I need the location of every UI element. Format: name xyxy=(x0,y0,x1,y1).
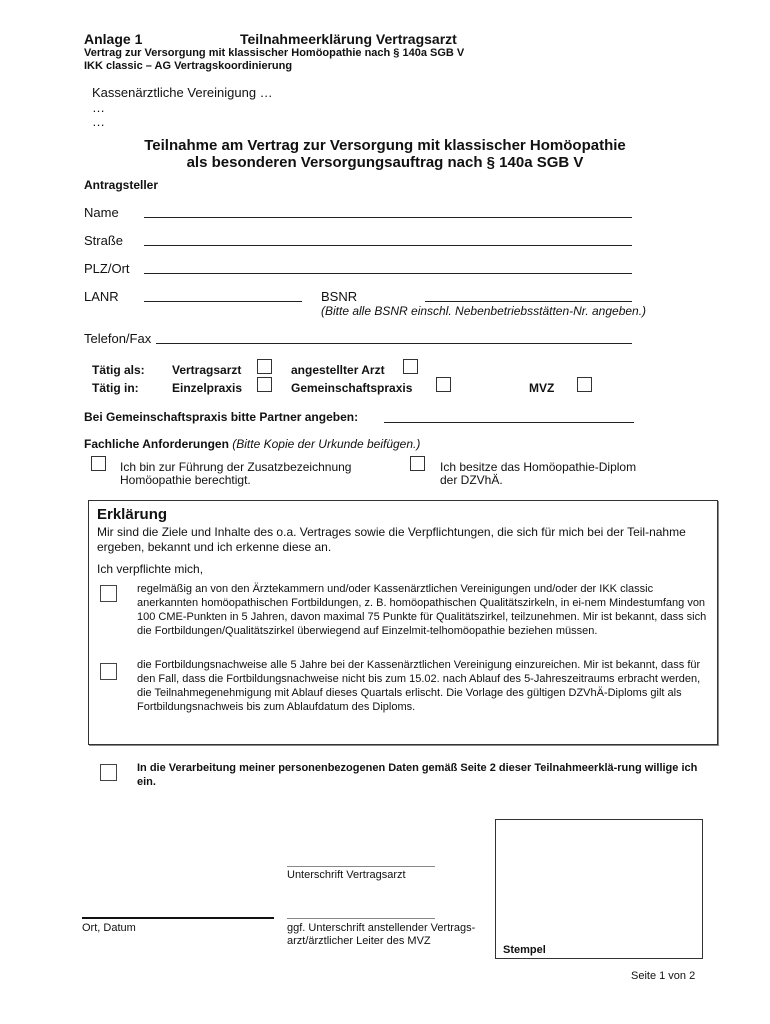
diploma-checkbox[interactable] xyxy=(410,456,425,471)
employer-signature-line[interactable] xyxy=(287,918,435,919)
requirements-heading-row xyxy=(84,437,420,451)
employed-doctor-label: angestellter Arzt xyxy=(291,363,385,377)
phone-fax-label: Telefon/Fax xyxy=(84,331,152,346)
additional-title-line-1: Ich bin zur Führung der Zusatzbezeichnung xyxy=(120,460,352,474)
declaration-intro: Mir sind die Ziele und Inhalte des o.a. Vertrages sowie die Verpflichtungen, die sich für mich bei der Teil-nahme ergeben, bekannt und ich erkenne diese an. xyxy=(97,525,686,554)
partner-field[interactable] xyxy=(384,422,634,423)
contract-doctor-checkbox[interactable] xyxy=(257,359,272,374)
evidence-text: die Fortbildungsnachweise alle 5 Jahre bei der Kassenärztlichen Vereinigung einzureichen. Mir ist bekannt, dass für den Fall, dass die Fortbildungsnachweise nicht bis zum 15.02. nach Ablauf des 5-Jahreszeitraums erbracht werden, die Teilnahmegenehmigung mit Ablauf dieses Quartals erlischt. Die Vorlage des gültigen DZVhÄ-Diploms gilt als Fortbildungsnachweis bis zum Ablaufdatum des Diploms. xyxy=(137,659,701,713)
attachment-label: Anlage 1 xyxy=(84,31,143,47)
additional-title-checkbox[interactable] xyxy=(91,456,106,471)
address-line-1: Kassenärztliche Vereinigung … xyxy=(92,85,273,100)
bsnr-field[interactable] xyxy=(425,301,632,302)
consent-checkbox[interactable] xyxy=(100,764,117,781)
partner-label: Bei Gemeinschaftspraxis bitte Partner angeben: xyxy=(84,410,359,424)
main-title-line-2: als besonderen Versorgungsauftrag nach § 140a SGB V xyxy=(186,154,584,171)
active-as-label: Tätig als: xyxy=(92,363,145,377)
mvz-label: MVZ xyxy=(529,381,555,395)
lanr-field[interactable] xyxy=(144,301,302,302)
stamp-box xyxy=(495,819,703,959)
additional-title-line-2: Homöopathie berechtigt. xyxy=(120,473,251,487)
active-in-label: Tätig in: xyxy=(92,381,139,395)
single-practice-checkbox[interactable] xyxy=(257,377,272,392)
place-date-line[interactable] xyxy=(82,917,274,919)
training-checkbox[interactable] xyxy=(100,585,117,602)
requirements-heading: Fachliche Anforderungen xyxy=(84,437,229,451)
employer-signature-line-1: ggf. Unterschrift anstellender Vertrags- xyxy=(287,922,476,934)
street-label: Straße xyxy=(84,233,124,248)
diploma-line-1: Ich besitze das Homöopathie-Diplom xyxy=(440,460,637,474)
header-org-line: IKK classic – AG Vertragskoordinierung xyxy=(84,60,293,72)
applicant-heading: Antragsteller xyxy=(84,178,159,192)
stamp-label: Stempel xyxy=(503,944,546,956)
employer-signature-line-2: arzt/ärztlicher Leiter des MVZ xyxy=(287,935,431,947)
declaration-commit: Ich verpflichte mich, xyxy=(97,562,204,576)
name-label: Name xyxy=(84,205,119,220)
doctor-signature-line[interactable] xyxy=(287,866,435,867)
header-contract-line: Vertrag zur Versorgung mit klassischer Homöopathie nach § 140a SGB V xyxy=(84,47,465,59)
diploma-line-2: der DZVhÄ. xyxy=(440,473,503,487)
document-title: Teilnahmeerklärung Vertragsarzt xyxy=(240,31,457,47)
bsnr-label: BSNR xyxy=(321,289,358,304)
employed-doctor-checkbox[interactable] xyxy=(403,359,418,374)
street-field[interactable] xyxy=(144,245,632,246)
main-title-line-1: Teilnahme am Vertrag zur Versorgung mit klassischer Homöopathie xyxy=(144,137,626,154)
evidence-checkbox[interactable] xyxy=(100,663,117,680)
name-field[interactable] xyxy=(144,217,632,218)
page-number: Seite 1 von 2 xyxy=(631,970,696,982)
lanr-label: LANR xyxy=(84,289,119,304)
address-line-3: … xyxy=(92,114,105,129)
training-text: regelmäßig an von den Ärztekammern und/oder Kassenärztlichen Vereinigungen und/oder der IKK classic anerkannten homöopathischen Fortbildungen, z. B. homöopathischen Qualitätszirkeln, in ei-nem Mindestumfang von 100 CME-Punkten in 5 Jahren, davon maximal 75 Punkte für Qualitätszirkel, teilzunehmen. Mir ist bekannt, dass sich die Fortbildungen/Qualitätszirkel überwiegend auf Einzelmit-telhomöopathie beziehen müssen. xyxy=(137,583,707,637)
single-practice-label: Einzelpraxis xyxy=(172,381,243,395)
doctor-signature-label: Unterschrift Vertragsarzt xyxy=(287,869,406,881)
group-practice-checkbox[interactable] xyxy=(436,377,451,392)
place-date-label: Ort, Datum xyxy=(82,922,136,934)
group-practice-label: Gemeinschaftspraxis xyxy=(291,381,413,395)
zip-city-field[interactable] xyxy=(144,273,632,274)
mvz-checkbox[interactable] xyxy=(577,377,592,392)
consent-text: In die Verarbeitung meiner personenbezogenen Daten gemäß Seite 2 dieser Teilnahmeerklä-rung willige ich ein. xyxy=(137,762,698,788)
contract-doctor-label: Vertragsarzt xyxy=(172,363,242,377)
zip-city-label: PLZ/Ort xyxy=(84,261,130,276)
phone-fax-field[interactable] xyxy=(156,343,632,344)
declaration-heading: Erklärung xyxy=(97,506,168,523)
address-line-2: … xyxy=(92,100,105,115)
bsnr-note: (Bitte alle BSNR einschl. Nebenbetriebsstätten-Nr. angeben.) xyxy=(321,304,647,318)
requirements-note: (Bitte Kopie der Urkunde beifügen.) xyxy=(232,437,421,451)
